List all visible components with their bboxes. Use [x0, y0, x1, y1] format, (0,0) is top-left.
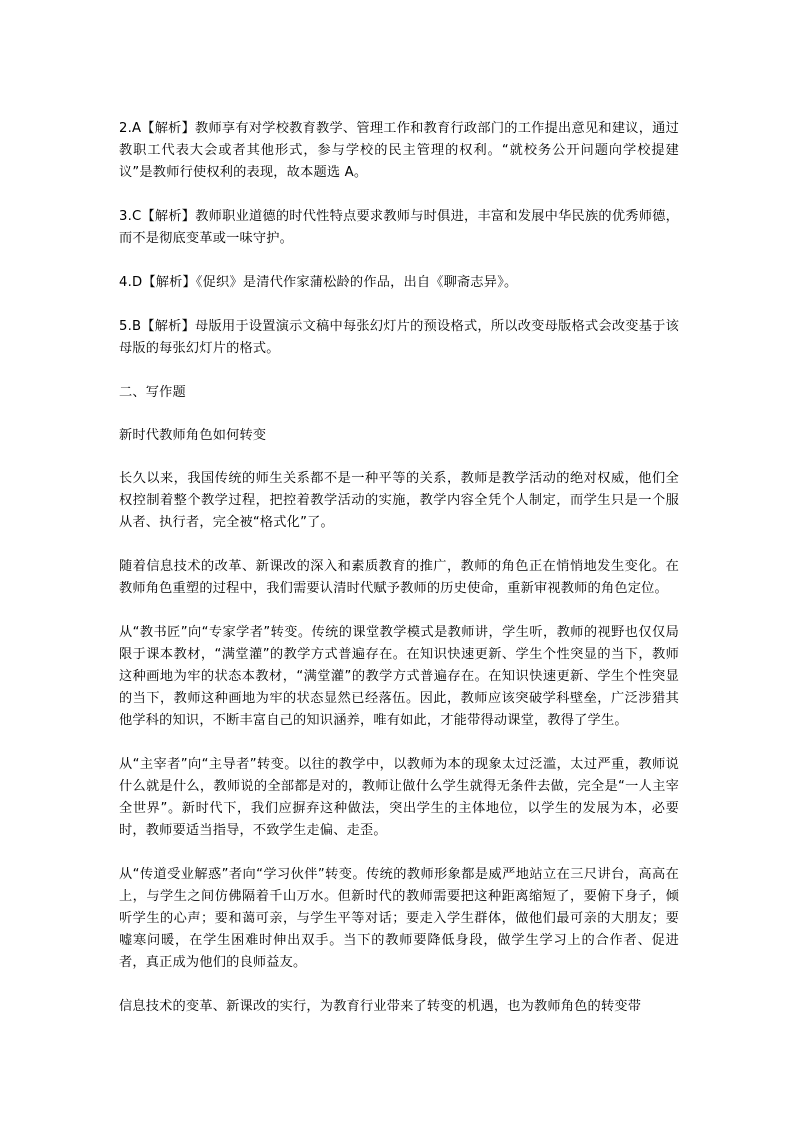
essay-paragraph-6: 信息技术的变革、新课改的实行，为教育行业带来了转变的机遇，也为教师角色的转变带	[119, 999, 642, 1014]
answer-explanation-4: 4.D【解析】《促织》是清代作家蒲松龄的作品，出自《聊斋志异》。	[119, 275, 518, 290]
essay-title: 新时代教师角色如何转变	[119, 428, 267, 443]
essay-paragraph-3: 从“教书匠”向“专家学者”转变。传统的课堂教学模式是教师讲，学生听，教师的视野也仅仅局限于课本教材，“满堂灌”的教学方式普遍存在。在知识快速更新、学生个性突显的当下，教师这种画地为牢的状态本教材，“满堂灌”的教学方式普遍存在。在知识快速更新、学生个性突显的当下，教师这种画地为牢的状态显然已经落伍。因此，教师应该突破学科壁垒，广泛涉猎其他学科的知识，不断丰富自己的知识涵养，唯有如此，才能带得动课堂，教得了学生。	[119, 625, 679, 728]
answer-explanation-5: 5.B【解析】母版用于设置演示文稿中每张幻灯片的预设格式，所以改变母版格式会改变基于该母版的每张幻灯片的格式。	[119, 319, 679, 356]
answer-explanation-3: 3.C【解析】教师职业道德的时代性特点要求教师与时俱进，丰富和发展中华民族的优秀师德，而不是彻底变革或一味守护。	[119, 209, 679, 246]
essay-paragraph-1: 长久以来，我国传统的师生关系都不是一种平等的关系，教师是教学活动的绝对权威，他们全权控制着整个教学过程，把控着教学活动的实施，教学内容全凭个人制定，而学生只是一个服从者、执行者，完全被“格式化”了。	[119, 471, 679, 530]
essay-paragraph-4: 从“主宰者”向“主导者”转变。以往的教学中，以教师为本的现象太过泛滥，太过严重，教师说什么就是什么，教师说的全部都是对的，教师让做什么学生就得无条件去做，完全是“一人主宰全世界”。新时代下，我们应摒弃这种做法，突出学生的主体地位，以学生的发展为本，必要时，教师要适当指导，不致学生走偏、走歪。	[119, 757, 679, 838]
section-heading: 二、写作题	[119, 385, 186, 400]
essay-paragraph-5: 从“传道受业解惑”者向“学习伙伴”转变。传统的教师形象都是威严地站立在三尺讲台，高高在上，与学生之间仿佛隔着千山万水。但新时代的教师需要把这种距离缩短了，要俯下身子，倾听学生的心声；要和蔼可亲，与学生平等对话；要走入学生群体，做他们最可亲的大朋友；要嘘寒问暖，在学生困难时伸出双手。当下的教师要降低身段，做学生学习上的合作者、促进者，真正成为他们的良师益友。	[119, 867, 679, 970]
document-body	[119, 118, 679, 1018]
answer-explanation-2: 2.A【解析】教师享有对学校教育教学、管理工作和教育行政部门的工作提出意见和建议，通过教职工代表大会或者其他形式，参与学校的民主管理的权利。“就校务公开问题向学校提建议”是教师行使权利的表现，故本题选 A。	[119, 121, 679, 180]
essay-paragraph-2: 随着信息技术的改革、新课改的深入和素质教育的推广，教师的角色正在悄悄地发生变化。在教师角色重塑的过程中，我们需要认清时代赋予教师的历史使命，重新审视教师的角色定位。	[119, 559, 679, 596]
